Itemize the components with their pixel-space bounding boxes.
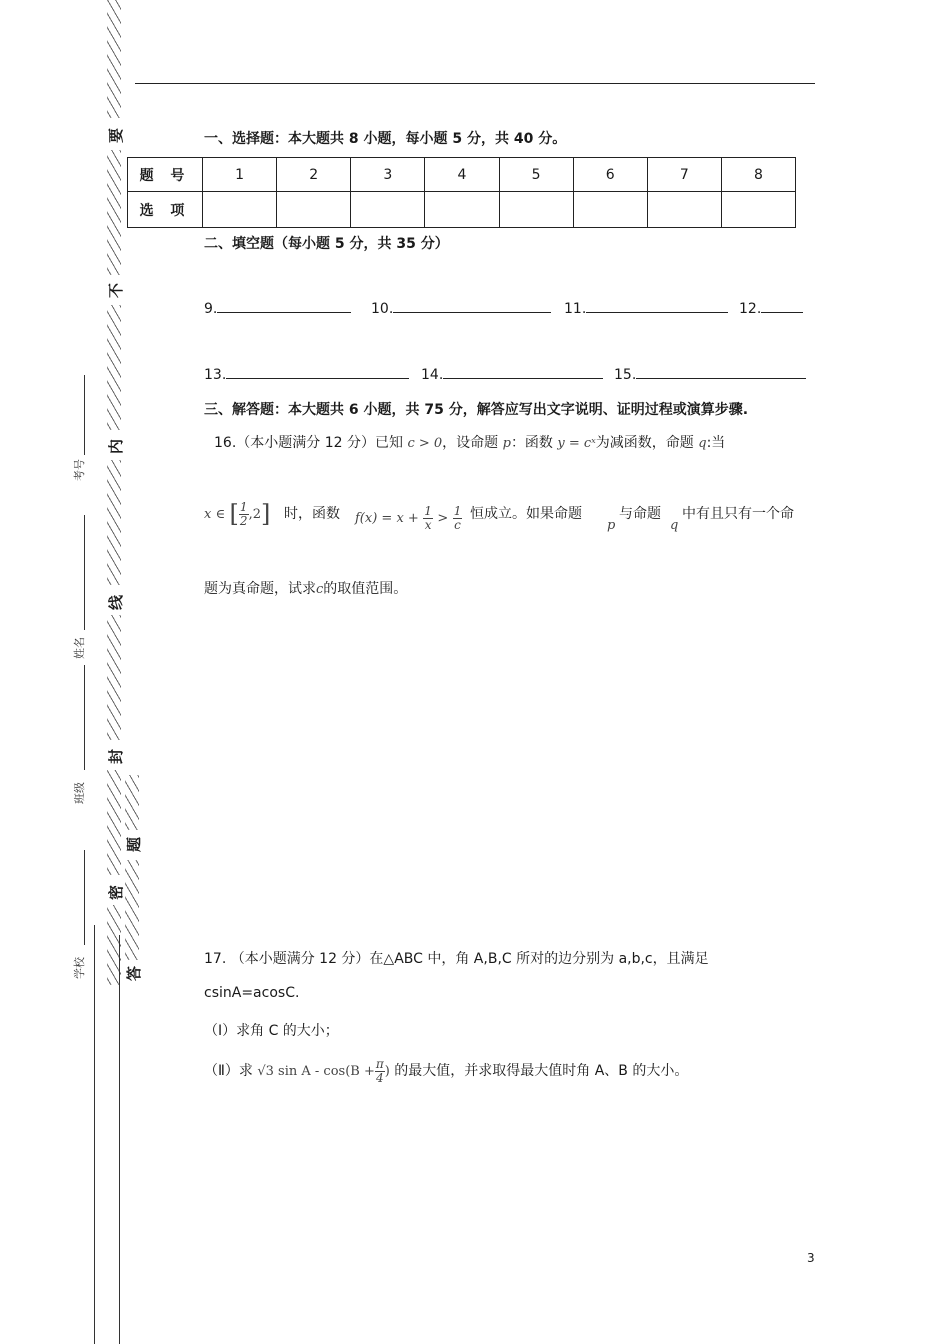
blank-13 [204, 366, 409, 383]
question-number-cell: 7 [647, 158, 721, 192]
q16-line2-fx [355, 505, 462, 531]
question-number-cell: 8 [721, 158, 795, 192]
section2-title: 二、填空题（每小题 5 分，共 35 分） [204, 236, 449, 252]
q16-p2: p [607, 518, 616, 533]
blank-11 [564, 300, 728, 317]
blank-14 [421, 366, 603, 383]
q17-expr: √3 sin A - cos(B + [257, 1064, 375, 1080]
answer-cell[interactable] [499, 192, 573, 228]
margin-char-2: 不 [107, 282, 126, 299]
q16-c: c [316, 582, 324, 597]
margin-hatch-6 [107, 770, 121, 875]
q16-interval: [ [229, 500, 239, 528]
margin-char-5: 封 [107, 748, 126, 765]
q16-line2-domain: x ∈ [ $\frac{1}{2}$ ,2] [204, 499, 271, 528]
q16-line2-rest: 恒成立。如果命题 [470, 506, 582, 522]
section1-title: 一、选择题：本大题共 8 小题，每小题 5 分，共 40 分。 [204, 131, 567, 147]
margin-char-8: 答 [125, 965, 144, 982]
q16-func: y = cˣ [557, 436, 596, 451]
margin-field-line-4 [84, 850, 85, 945]
margin-field-class: 班级 [73, 782, 86, 804]
margin-field-line-1 [84, 375, 85, 455]
margin-char-3: 内 [107, 438, 126, 455]
blank-12 [739, 300, 803, 317]
blank-label: 12. [739, 301, 762, 317]
margin-hatch-2 [107, 150, 121, 275]
q17-frac-pi4: $\frac{\pi}{4}$ [375, 1057, 384, 1085]
q16-text: :当 [706, 435, 726, 451]
answer-table [127, 157, 796, 228]
q17-part1: （Ⅰ）求角 C 的大小； [204, 1023, 339, 1039]
q16-q: q [698, 436, 707, 451]
q16-gt: > [437, 511, 449, 527]
margin-char-7: 密 [107, 884, 126, 901]
blank-label: 13. [204, 367, 227, 383]
q17-part2 [204, 1058, 688, 1084]
answer-cell[interactable] [203, 192, 277, 228]
row-header-choice: 选 项 [128, 192, 203, 228]
margin-hatch-7 [125, 775, 139, 830]
blank-label: 9. [204, 301, 218, 317]
q16-half: $\frac{1}{2}$ [239, 499, 248, 528]
q16-text: 16.（本小题满分 12 分）已知 [214, 435, 403, 451]
margin-field-exam-no: 考号 [73, 459, 86, 481]
question-number-cell: 5 [499, 158, 573, 192]
q16-text: 的取值范围。 [323, 581, 408, 597]
margin-hatch-8 [125, 860, 139, 960]
blank-label: 14. [421, 367, 444, 383]
q16-frac-1x: $\frac{1}{x}$ [424, 504, 432, 532]
q17-line2: csinA=acosC. [204, 985, 300, 1001]
answer-cell[interactable] [351, 192, 425, 228]
blank-line[interactable] [226, 366, 409, 379]
blank-line[interactable] [393, 300, 551, 313]
margin-cut-line-2 [119, 935, 120, 1344]
q16-x-in: x ∈ [204, 507, 226, 522]
q16-text: 为减函数，命题 [595, 435, 694, 451]
margin-char-1: 要 [107, 127, 126, 144]
answer-cell[interactable] [277, 192, 351, 228]
answer-cell[interactable] [647, 192, 721, 228]
page-number: 3 [807, 1251, 815, 1265]
q16-text: 题为真命题，试求 [204, 581, 316, 597]
q16-text: ，设命题 [442, 435, 499, 451]
q17-text: （Ⅱ）求 [204, 1063, 253, 1080]
q16-line2-mid: 与命题 [619, 506, 661, 522]
q16-cond: c > 0 [407, 436, 443, 451]
margin-cut-line-1 [94, 925, 95, 1344]
answer-cell[interactable] [573, 192, 647, 228]
margin-hatch-4 [107, 460, 121, 585]
margin-field-name: 姓名 [73, 637, 86, 659]
margin-field-line-2 [84, 515, 85, 630]
margin-char-4: 线 [107, 594, 126, 611]
q17-expr-close: ) [384, 1064, 390, 1080]
blank-9 [204, 300, 351, 317]
table-row [128, 192, 796, 228]
question-number-cell: 6 [573, 158, 647, 192]
blank-line[interactable] [443, 366, 603, 379]
question-number-cell: 1 [203, 158, 277, 192]
blank-label: 11. [564, 301, 587, 317]
blank-line[interactable] [217, 300, 351, 313]
answer-cell[interactable] [425, 192, 499, 228]
blank-line[interactable] [586, 300, 728, 313]
q16-line3 [204, 578, 407, 598]
answer-cell[interactable] [721, 192, 795, 228]
section3-title: 三、解答题：本大题共 6 小题，共 75 分，解答应写出文字说明、证明过程或演算步骤. [204, 402, 749, 418]
table-row [128, 158, 796, 192]
blank-15 [614, 366, 806, 383]
q16-frac-1c: $\frac{1}{c}$ [453, 504, 462, 532]
q16-interval-end: ,2 [248, 507, 261, 522]
question-number-cell: 3 [351, 158, 425, 192]
margin-char-6: 题 [125, 836, 144, 853]
row-header-number: 题 号 [128, 158, 203, 192]
q16-line2-text: 时，函数 [284, 506, 340, 522]
q17-line1: 17. （本小题满分 12 分）在△ABC 中，角 A,B,C 所对的边分别为 a,b,c，且满足 [204, 951, 709, 967]
blank-line[interactable] [761, 300, 803, 313]
margin-hatch-3 [107, 305, 121, 430]
q16-line2-end: 中有且只有一个命 [682, 506, 794, 522]
q16-text: ：函数 [510, 435, 553, 451]
question-number-cell: 4 [425, 158, 499, 192]
q16-fx: f(x) = x + [355, 511, 419, 527]
q16-p: p [502, 436, 511, 451]
margin-field-line-3 [84, 665, 85, 770]
header-rule [135, 83, 815, 84]
blank-label: 10. [371, 301, 394, 317]
blank-label: 15. [614, 367, 637, 383]
margin-field-school: 学校 [73, 957, 86, 979]
margin-hatch-5 [107, 615, 121, 740]
margin-hatch-top [107, 0, 121, 118]
q16-line1 [214, 432, 725, 452]
blank-10 [371, 300, 551, 317]
blank-line[interactable] [636, 366, 806, 379]
q16-q2: q [670, 518, 679, 533]
q17-text: 的最大值，并求取得最大值时角 A、B 的大小。 [394, 1063, 689, 1080]
question-number-cell: 2 [277, 158, 351, 192]
